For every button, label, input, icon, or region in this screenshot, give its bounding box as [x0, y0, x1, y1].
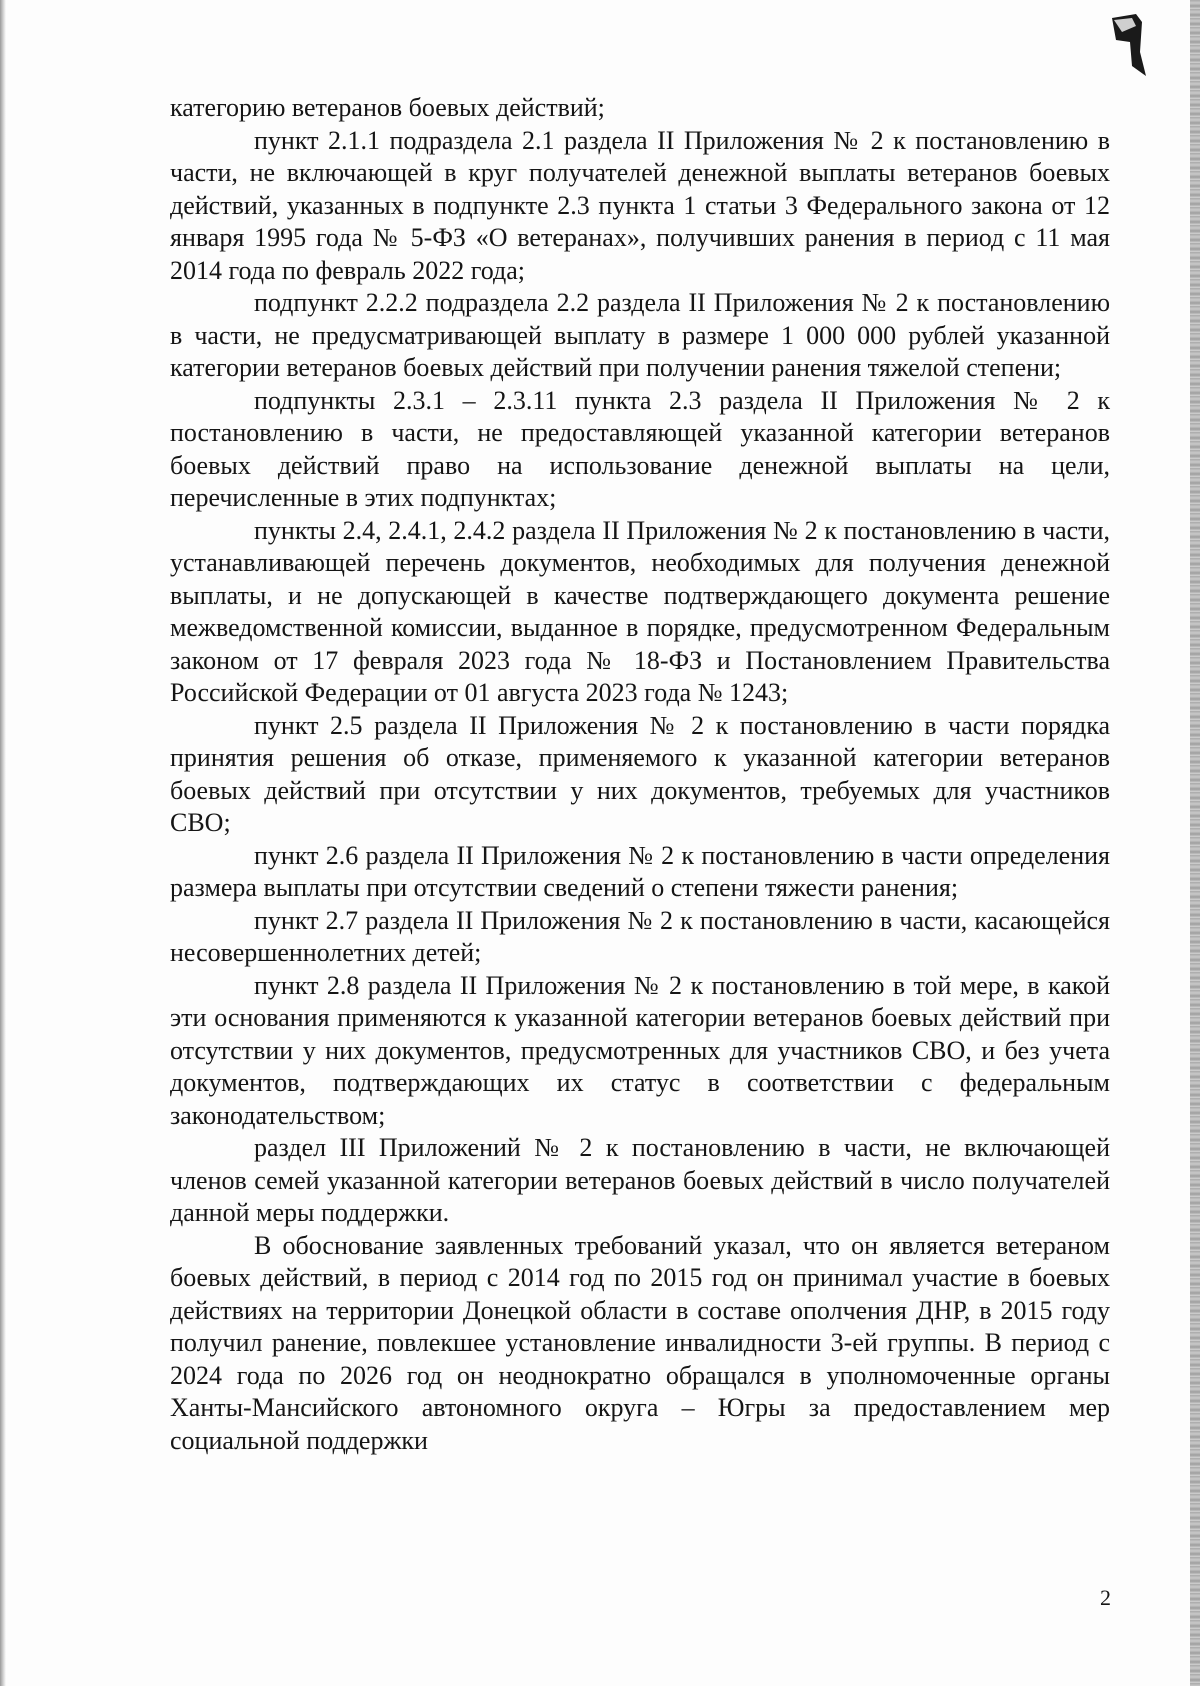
paragraph-item-2-5: пункт 2.5 раздела II Приложения № 2 к постановлению в части порядка принятия решения об отказе, применяемого к указанной категории ветеранов боевых действий при отсутствии у них документов, требуемых для участников СВО; [170, 710, 1110, 837]
document-body [170, 92, 1110, 1457]
scan-right-edge [1190, 0, 1200, 1686]
paragraph-item-2-2-2: подпункт 2.2.2 подраздела 2.2 раздела II Приложения № 2 к постановлению в части, не предусматривающей выплату в размере 1 000 000 рублей указанной категории ветеранов боевых действий при получении ранения тяжелой степени; [170, 288, 1110, 382]
paragraph-item-2-8: пункт 2.8 раздела II Приложения № 2 к постановлению в той мере, в какой эти основания применяются к указанной категории ветеранов боевых действий при отсутствии у них документов, предусмотренных для участников СВО, и без учета документов, подтверждающих их статус в соответствии с федеральным законодательством; [170, 970, 1110, 1130]
paragraph-item-2-6: пункт 2.6 раздела II Приложения № 2 к постановлению в части определения размера выплаты при отсутствии сведений о степени тяжести ранения; [170, 840, 1110, 902]
paragraph-item-2-1-1: пункт 2.1.1 подраздела 2.1 раздела II Приложения № 2 к постановлению в части, не включающей в круг получателей денежной выплаты ветеранов боевых действий, указанных в подпункте 2.3 пункта 1 статьи 3 Федерального закона от 12 января 1995 года № 5-ФЗ «О ветеранах», получивших ранения в период с 11 мая 2014 года по февраль 2022 года; [170, 125, 1110, 285]
paragraph-continuation: категорию ветеранов боевых действий; [170, 93, 605, 122]
paragraph-section-3: раздел III Приложений № 2 к постановлению в части, не включающей членов семей указанной категории ветеранов боевых действий в число получателей данной меры поддержки. [170, 1133, 1110, 1227]
paragraph-item-2-7: пункт 2.7 раздела II Приложения № 2 к постановлению в части, касающейся несовершеннолетних детей; [170, 905, 1110, 967]
paragraph-grounds: В обоснование заявленных требований указал, что он является ветераном боевых действий, в период с 2014 год по 2015 год он принимал участие в боевых действиях на территории Донецкой области в составе ополчения ДНР, в 2015 году получил ранение, повлекшее установление инвалидности 3-ей группы. В период с 2024 года по 2026 год он неоднократно обращался в уполномоченные органы Ханты-Мансийского автономного округа – Югры за предоставлением мер социальной поддержки [170, 1230, 1110, 1455]
paragraph-item-2-3: подпункты 2.3.1 – 2.3.11 пункта 2.3 раздела II Приложения № 2 к постановлению в части, не предоставляющей указанной категории ветеранов боевых действий право на использование денежной выплаты на цели, перечисленные в этих подпунктах; [170, 385, 1110, 512]
staple-mark-icon [1102, 12, 1148, 78]
page-number: 2 [1100, 1585, 1111, 1610]
paragraph-item-2-4: пункты 2.4, 2.4.1, 2.4.2 раздела II Приложения № 2 к постановлению в части, устанавливающей перечень документов, необходимых для получения денежной выплаты, и не допускающей в качестве подтверждающего документа решение межведомственной комиссии, выданное в порядке, предусмотренном Федеральным законом от 17 февраля 2023 года № 18-ФЗ и Постановлением Правительства Российской Федерации от 01 августа 2023 года № 1243; [170, 515, 1110, 707]
scan-left-edge [0, 0, 6, 1686]
